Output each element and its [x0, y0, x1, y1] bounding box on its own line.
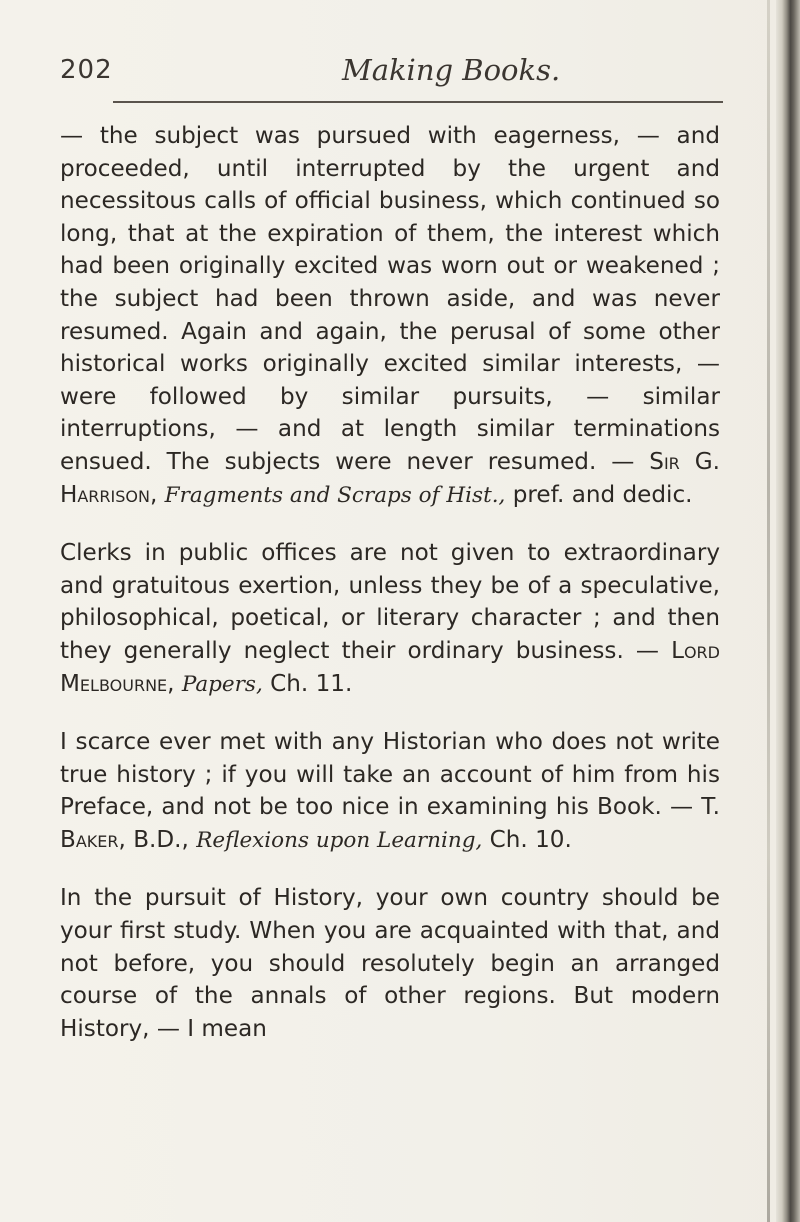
book-spine [776, 0, 800, 1222]
page-header [60, 55, 722, 100]
citation-work: Fragments and Scraps of Hist., [164, 482, 506, 508]
quotation-paragraph: I scarce ever met with any Historian who does not write true history ; if you will take an account of him from his Preface, and not be too nice in examining his Book. — T. Baker, B.D., Reflexions upon Learning, Ch. 10. [60, 729, 720, 853]
page-number: 202 [60, 55, 113, 85]
header-rule [113, 101, 723, 103]
citation-author: Sir G. Harrison, [60, 448, 720, 508]
citation-detail: Ch. 10. [482, 826, 572, 853]
page-edge-shadow [767, 0, 770, 1222]
running-title: Making Books. [342, 53, 561, 87]
quotation-paragraph: In the pursuit of History, your own country should be your first study. When you are acquainted with that, and not before, you should resolutely begin an arranged course of the annals of other regions. But modern History, — I mean [60, 885, 720, 1042]
citation-work: Reflexions upon Learning, [196, 827, 483, 853]
citation-work: Papers, [181, 671, 263, 697]
quotation-paragraph: Clerks in public offices are not given to extraordinary and gratuitous exertion, unless they be of a speculative, philosophical, poetical, or literary character ; and then they generally neglect their ordinary business. — Lord Melbourne, Papers, Ch. 11. [60, 540, 720, 697]
citation-detail: pref. and dedic. [505, 481, 693, 508]
citation-author: T. Baker, B.D., [60, 794, 720, 853]
citation-author: Lord Melbourne, [60, 637, 720, 697]
citation-detail: Ch. 11. [262, 670, 353, 697]
quotation-paragraph: — the subject was pursued with eagerness, — and proceeded, until interrupted by the urgent and necessitous calls of official business, which continued so long, that at the expiration of them, the interest which had been originally excited was worn out or weakened ; the subject had been thrown aside, and was never resumed. Again and again, the perusal of some other historical works originally excited similar interests, — were followed by similar pursuits, — similar interruptions, — and at length similar terminations ensued. The subjects were never resumed. — Sir G. Harrison, Fragments and Scraps of Hist., pref. and dedic. [60, 123, 720, 508]
page-body [60, 120, 720, 1070]
